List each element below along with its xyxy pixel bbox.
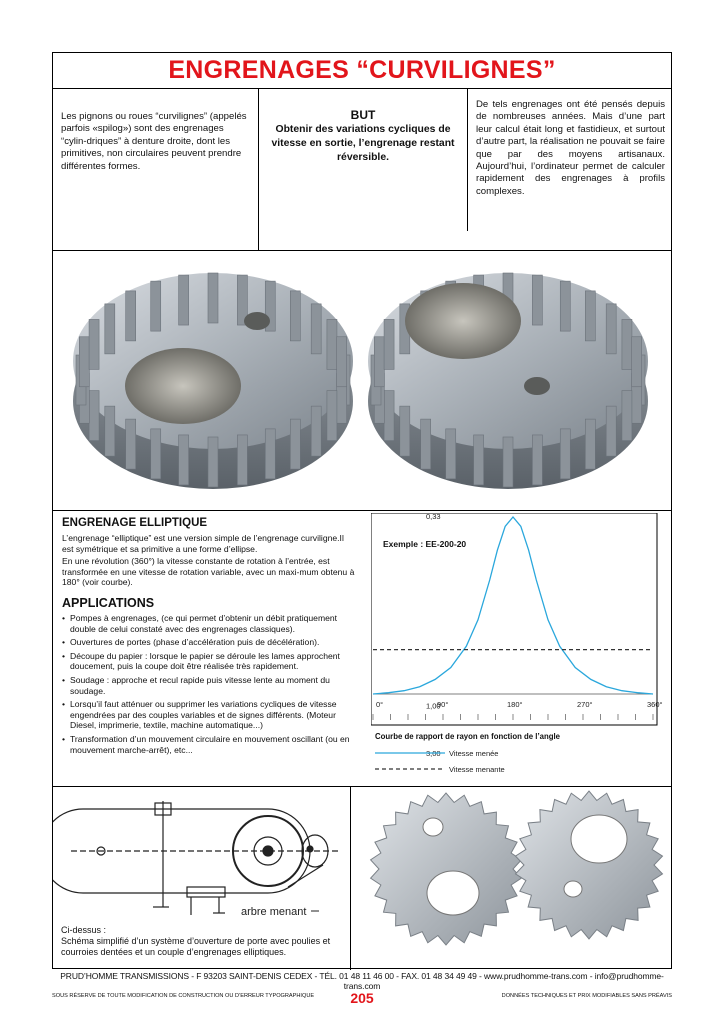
applications-heading: APPLICATIONS — [62, 595, 155, 610]
elliptique-heading: ENGRENAGE ELLIPTIQUE — [62, 517, 208, 529]
x-tick-label: 360° — [647, 700, 663, 709]
chart-area — [371, 513, 671, 783]
y-tick-label: 1,00 — [426, 701, 441, 711]
door-opening-diagram — [53, 787, 349, 922]
intro-right: De tels engrenages ont été pensés depuis de nombreuses années. Mais d’une part leur calcul était long et fastidieux, et surtout d’autre part, la réalisation ne pouvait se faire que par des moyens artisanaux. Aujourd’hui, l’ordinateur permet de calculer rapidement des engrenages à profils complexes. — [467, 89, 673, 231]
but-title: BUT — [350, 108, 376, 122]
but-text: Obtenir des variations cycliques de vitesse en sortie, l’engrenage restant réversible. — [271, 124, 455, 163]
page-title: ENGRENAGES “CURVILIGNES” — [168, 56, 556, 84]
y-tick-label: 3,00 — [426, 749, 441, 758]
list-item: • Découpe du papier : lorsque le papier se déroule les lames approchent doucement, puis la coupe doit être réalisée très rapidement. — [62, 651, 357, 672]
footer-right-note: DONNÉES TECHNIQUES ET PRIX MODIFIABLES SANS PRÉAVIS — [501, 993, 672, 999]
x-tick-label: 180° — [507, 700, 523, 709]
list-item: • Lorsqu’il faut atténuer ou supprimer les variations cycliques de vitesse engendrées par des couples variables et de signes différents. (Moteur Diesel, imprimerie, textile, machine automatique...) — [62, 699, 357, 731]
text-column — [53, 511, 367, 786]
elliptique-paragraph-2: En une révolution (360°) la vitesse constante de rotation à l’entrée, est transformée en une vitesse de rotation variable, avec un maxi-mum obtenu à 180° (voir courbe). — [62, 556, 355, 588]
x-axis-label: Courbe de rapport de rayon en fonction de l’angle — [375, 732, 560, 741]
gears-photo-image — [53, 251, 671, 509]
elliptique-paragraph-1: L’engrenage “elliptique” est une version simple de l’engrenage curviligne.Il est symétrique et sa primitive a une forme d’ellipse. — [62, 533, 344, 554]
elliptic-gears-image — [351, 787, 673, 968]
title-bar — [53, 53, 671, 89]
page-frame — [52, 52, 672, 969]
list-item: • Transformation d’un mouvement circulaire en mouvement oscillant (ou en mouvement marche-arrêt), etc... — [62, 734, 357, 755]
chart-title: Exemple : EE-200-20 — [383, 539, 467, 549]
bottom-section — [53, 787, 671, 970]
x-tick-label: 0° — [376, 700, 384, 709]
y-tick-label: 0,33 — [426, 513, 441, 521]
speed-ratio-chart — [371, 513, 671, 783]
legend-label: Vitesse menée — [449, 749, 499, 758]
list-item: • Soudage : approche et recul rapide puis vitesse lente au moment du soudage. — [62, 675, 357, 696]
legend-label: Vitesse menante — [449, 765, 505, 774]
x-tick-label: 270° — [577, 700, 593, 709]
caption-text: Schéma simplifié d’un système d’ouverture de porte avec poulies et courroies dentées et un couple d’engrenages elliptiques. — [61, 936, 331, 957]
caption-title: Ci-dessus : — [61, 925, 107, 935]
diagram-caption — [61, 925, 346, 958]
list-item: • Pompes à engrenages, (ce qui permet d’obtenir un débit pratiquement double de celui constaté avec des engrenages classiques). — [62, 613, 357, 634]
intro-section — [53, 89, 671, 251]
diagram-label: arbre menant — [241, 906, 307, 918]
list-item: • Ouvertures de portes (phase d’accélération puis de décélération). — [62, 637, 357, 648]
gears-photo — [53, 251, 671, 511]
middle-section — [53, 511, 671, 787]
but-box — [259, 89, 467, 250]
footer-contact: PRUD’HOMME TRANSMISSIONS - F 93203 SAINT-DENIS CEDEX - TÉL. 01 48 11 46 00 - FAX. 01 48 34 49 49 - www.prudhomme-trans.com - info@prudhomme-trans.com — [60, 971, 664, 991]
intro-left: Les pignons ou roues “curvilignes” (appelés parfois «spilog») sont des engrenages “cylin-driques” à denture droite, dont les primitives, non circulaires peuvent prendre différentes formes. — [53, 89, 259, 250]
door-diagram-panel — [53, 787, 351, 970]
applications-list — [62, 613, 357, 755]
page-number: 205 — [350, 990, 374, 1006]
footer-left-note: SOUS RÉSERVE DE TOUTE MODIFICATION DE CONSTRUCTION OU D’ERREUR TYPOGRAPHIQUE — [52, 993, 315, 999]
elliptic-gears-photo — [351, 787, 673, 970]
x-tick-label: 90° — [437, 700, 449, 709]
